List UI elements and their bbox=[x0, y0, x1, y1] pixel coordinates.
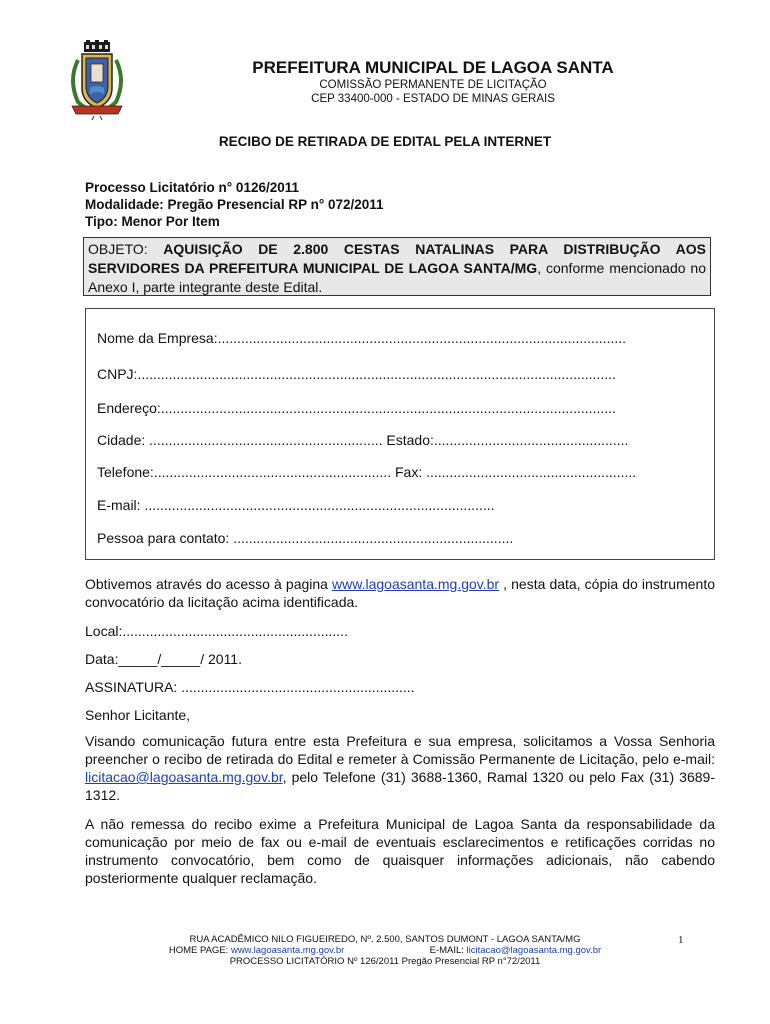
objeto-box bbox=[83, 237, 711, 296]
header-title: PREFEITURA MUNICIPAL DE LAGOA SANTA bbox=[252, 58, 614, 77]
process-number: Processo Licitatório n° 0126/2011 bbox=[85, 180, 300, 195]
header-commission: COMISSÃO PERMANENTE DE LICITAÇÃO bbox=[319, 79, 547, 91]
process-type: Tipo: Menor Por Item bbox=[85, 214, 220, 229]
contact-person-field[interactable]: Pessoa para contato: ........................................................................ bbox=[97, 530, 514, 546]
access-text-end: , nesta data, cópia do instrumento convocatório da licitação acima identificada. bbox=[85, 576, 715, 610]
access-text: Obtivemos através do acesso à pagina bbox=[85, 576, 333, 592]
coat-of-arms-icon bbox=[64, 40, 130, 120]
phone-fax-field[interactable]: Telefone:............................................................. Fax: ...................................................... bbox=[97, 464, 637, 480]
objeto-description: AQUISIÇÃO DE 2.800 CESTAS NATALINAS PARA DISTRIBUÇÃO AOS SERVIDORES DA PREFEITURA MUNICIPAL DE LAGOA SANTA/MG bbox=[88, 241, 706, 276]
email-field[interactable]: E-mail: .......................................................................................... bbox=[97, 497, 495, 513]
communication-text-end: , pelo Telefone (31) 3688-1360, Ramal 1320 ou pelo Fax (31) 3689-1312. bbox=[85, 769, 715, 803]
cnpj-field[interactable]: CNPJ:........................................................................................................................... bbox=[97, 366, 616, 382]
footer-home-link[interactable]: www.lagoasanta.mg.gov.br bbox=[230, 945, 345, 956]
disclaimer-paragraph: A não remessa do recibo exime a Prefeitura Municipal de Lagoa Santa da responsabilidade da comunicação por meio de fax ou e-mail de eventuais esclarecimentos e retificações corridas no instrumento convocatório, bem como de quaisquer informações adicionais, não cabendo posteriormente qualquer reclamação. bbox=[85, 816, 715, 886]
footer-contacts bbox=[0, 945, 770, 956]
signature-field[interactable]: ASSINATURA: ............................................................ bbox=[85, 679, 415, 695]
salutation: Senhor Licitante, bbox=[85, 707, 191, 723]
communication-paragraph bbox=[85, 732, 715, 804]
footer-email-label: E-MAIL: bbox=[429, 945, 467, 956]
communication-text: Visando comunicação futura entre esta Prefeitura e sua empresa, solicitamos a Vossa Senhoria preencher o recibo de retirada do Edital e remeter à Comissão Permanente de Licitação, pelo e-mail: bbox=[85, 733, 715, 767]
header-cep: CEP 33400-000 - ESTADO DE MINAS GERAIS bbox=[311, 93, 555, 105]
website-link[interactable]: www.lagoasanta.mg.gov.br bbox=[332, 576, 500, 592]
footer-process: PROCESSO LICITATÓRIO Nº 126/2011 Pregão Presencial RP n°72/2011 bbox=[229, 956, 541, 967]
company-name-field[interactable]: Nome da Empresa:......................................................................................................... bbox=[97, 330, 627, 346]
objeto-rest: , conforme mencionado no Anexo I, parte integrante deste Edital. bbox=[88, 260, 706, 295]
email-link[interactable]: licitacao@lagoasanta.mg.gov.br bbox=[85, 769, 283, 785]
date-field[interactable]: Data:_____/_____/ 2011. bbox=[85, 651, 242, 667]
footer-address: RUA ACADÊMICO NILO FIGUEIREDO, Nº. 2.500, SANTOS DUMONT - LAGOA SANTA/MG bbox=[189, 934, 581, 945]
address-field[interactable]: Endereço:..................................................................................................................... bbox=[97, 400, 616, 416]
process-modality: Modalidade: Pregão Presencial RP n° 072/2011 bbox=[85, 197, 384, 212]
document-title: RECIBO DE RETIRADA DE EDITAL PELA INTERNET bbox=[218, 134, 552, 149]
objeto-label: OBJETO: bbox=[88, 241, 164, 257]
city-state-field[interactable]: Cidade: ............................................................ Estado:.................................................. bbox=[97, 432, 629, 448]
access-statement bbox=[85, 575, 715, 611]
page-number: 1 bbox=[678, 934, 684, 946]
footer-home-label: HOME PAGE: bbox=[168, 945, 231, 956]
footer-email-link[interactable]: licitacao@lagoasanta.mg.gov.br bbox=[466, 945, 602, 956]
local-field[interactable]: Local:.......................................................... bbox=[85, 623, 348, 639]
